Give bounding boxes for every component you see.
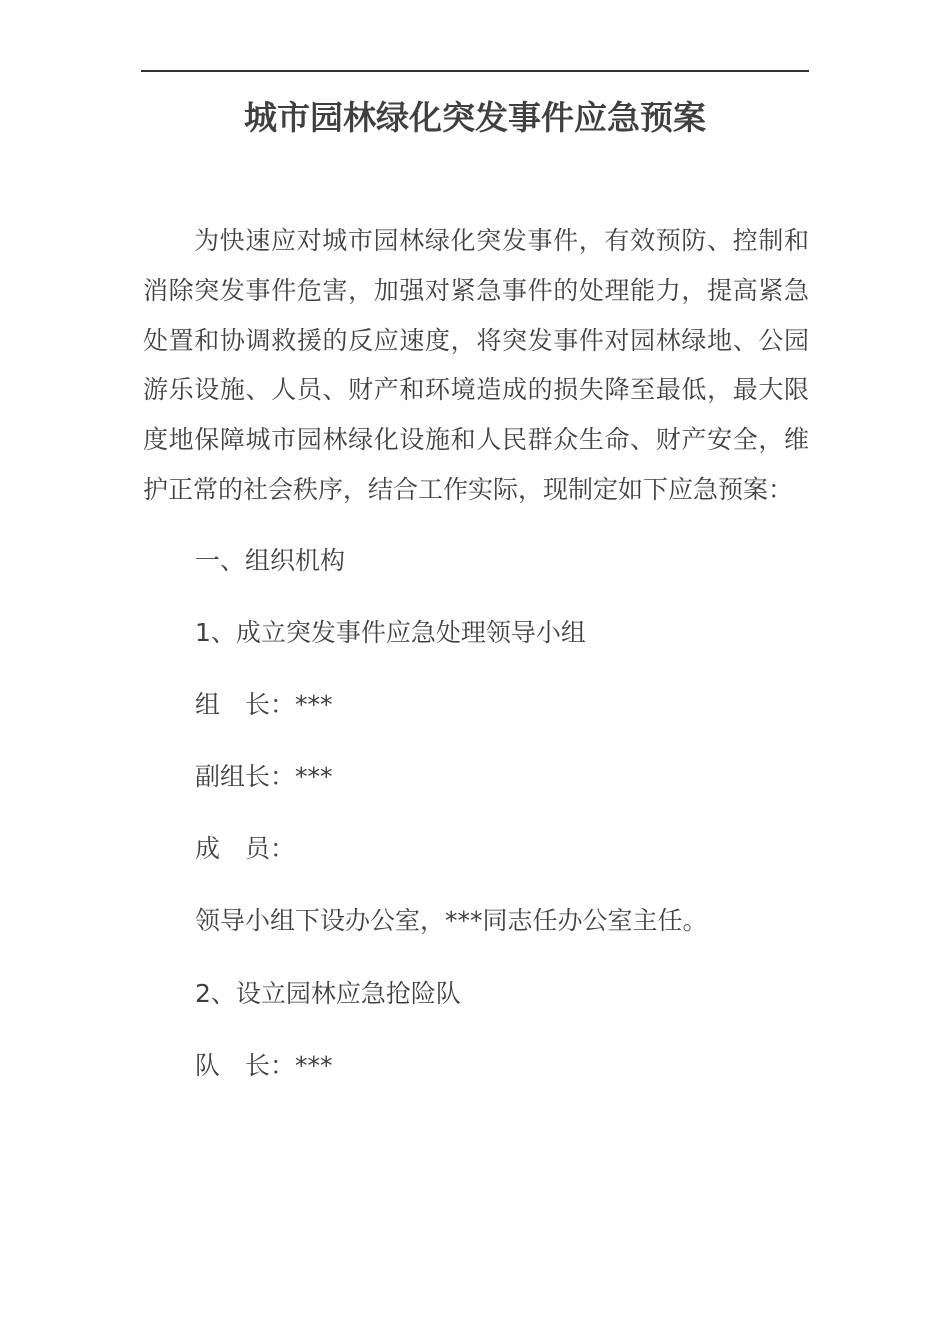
item-heading-leadership-group: 1、成立突发事件应急处理领导小组 [195,618,586,647]
section-heading-organization: 一、组织机构 [195,546,346,575]
document-title: 城市园林绿化突发事件应急预案 [244,98,706,137]
leader-line: 组 长：*** [195,690,333,719]
office-note-line: 领导小组下设办公室，***同志任办公室主任。 [195,906,708,935]
members-line: 成 员： [195,834,296,863]
header-rule [141,70,809,72]
item-heading-rescue-team: 2、设立园林应急抢险队 [195,979,461,1008]
team-leader-line: 队 长：*** [195,1051,333,1080]
intro-paragraph: 为快速应对城市园林绿化突发事件，有效预防、控制和消除突发事件危害，加强对紧急事件的处理能力，提高紧急处置和协调救援的反应速度，将突发事件对园林绿地、公园游乐设施、人员、财产和环境造成的损失降至最低，最大限度地保障城市园林绿化设施和人民群众生命、财产安全，维护正常的社会秩序，结合工作实际，现制定如下应急预案： [143,226,809,504]
deputy-leader-line: 副组长：*** [195,762,333,791]
